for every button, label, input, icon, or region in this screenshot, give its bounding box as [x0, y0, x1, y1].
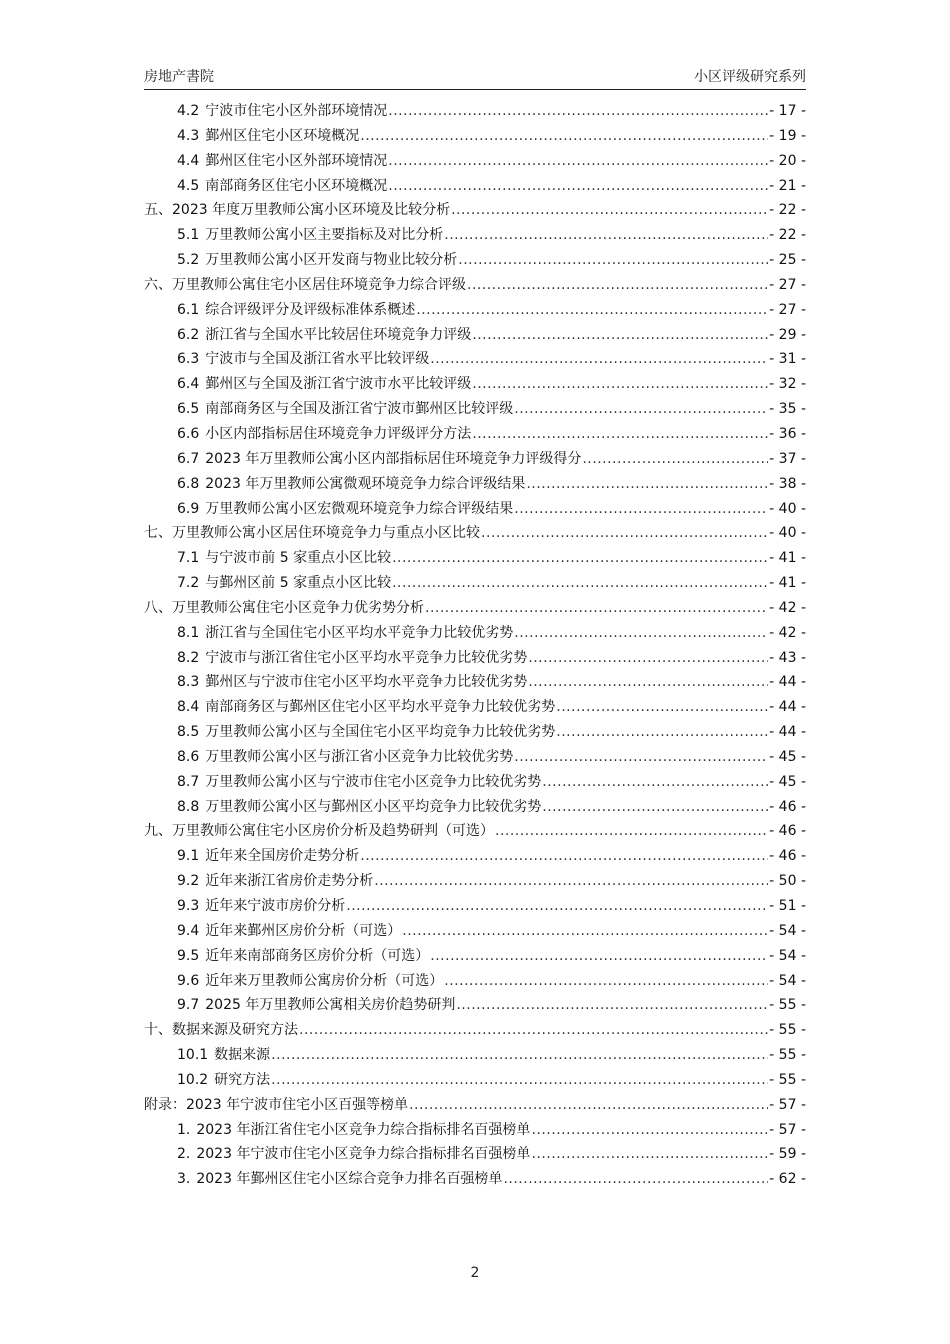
toc-chapter-entry[interactable]	[144, 198, 806, 223]
toc-entry-number: 9.1	[177, 848, 200, 865]
toc-entry-number: 6.1	[177, 301, 200, 318]
toc-entry-number: 6.3	[177, 351, 200, 368]
toc-section-entry[interactable]	[144, 969, 806, 994]
toc-section-entry[interactable]	[144, 174, 806, 199]
toc-dot-leader	[503, 1167, 768, 1192]
toc-dot-leader	[388, 174, 768, 199]
toc-dot-leader	[582, 447, 768, 472]
toc-section-entry[interactable]	[144, 447, 806, 472]
toc-entry-title: 2023 年万里教师公寓小区内部指标居住环境竞争力评级得分	[205, 450, 582, 467]
toc-entry-title: 附录：2023 年宁波市住宅小区百强等榜单	[144, 1096, 409, 1113]
toc-chapter-entry[interactable]	[144, 819, 806, 844]
toc-dot-leader	[299, 1018, 768, 1043]
toc-entry-page: - 54 -	[769, 972, 806, 989]
toc-section-entry[interactable]	[144, 248, 806, 273]
toc-entry-page: - 44 -	[769, 674, 806, 691]
toc-section-entry[interactable]	[144, 944, 806, 969]
toc-dot-leader	[472, 372, 768, 397]
toc-entry-page: - 31 -	[769, 351, 806, 368]
toc-entry-number: 9.6	[177, 972, 200, 989]
toc-dot-leader	[444, 223, 768, 248]
toc-section-entry[interactable]	[144, 149, 806, 174]
toc-entry-page: - 27 -	[769, 276, 806, 293]
toc-entry-number: 8.1	[177, 624, 200, 641]
toc-chapter-entry[interactable]	[144, 596, 806, 621]
toc-entry-title: 万里教师公寓小区宏微观环境竞争力综合评级结果	[205, 500, 514, 517]
page-header	[144, 66, 806, 88]
toc-entry-title: 鄞州区住宅小区环境概况	[205, 127, 360, 144]
toc-entry-title: 万里教师公寓小区开发商与物业比较分析	[205, 252, 458, 269]
toc-section-entry[interactable]	[144, 869, 806, 894]
toc-entry-title: 万里教师公寓小区与鄞州区小区平均竞争力比较优劣势	[205, 798, 542, 815]
toc-entry-page: - 42 -	[769, 624, 806, 641]
toc-entry-title: 2025 年万里教师公寓相关房价趋势研判	[205, 997, 456, 1014]
toc-dot-leader	[514, 397, 768, 422]
toc-dot-leader	[388, 149, 768, 174]
toc-dot-leader	[514, 745, 768, 770]
toc-section-entry[interactable]	[144, 347, 806, 372]
toc-entry-title: 小区内部指标居住环境竞争力评级评分方法	[205, 425, 472, 442]
toc-entry-page: - 40 -	[769, 500, 806, 517]
toc-entry-page: - 57 -	[769, 1121, 806, 1138]
toc-entry-page: - 41 -	[769, 550, 806, 567]
toc-entry-page: - 45 -	[769, 748, 806, 765]
toc-section-entry[interactable]	[144, 745, 806, 770]
toc-dot-leader	[531, 1142, 768, 1167]
toc-dot-leader	[392, 571, 768, 596]
toc-entry-title: 宁波市住宅小区外部环境情况	[205, 103, 388, 119]
toc-entry-title: 鄞州区与宁波市住宅小区平均水平竞争力比较优劣势	[205, 674, 528, 691]
toc-entry-number: 3.	[177, 1171, 191, 1188]
toc-entry-title: 南部商务区住宅小区环境概况	[205, 177, 388, 194]
toc-entry-title: 万里教师公寓小区与浙江省小区竞争力比较优劣势	[205, 748, 514, 765]
toc-entry-number: 6.4	[177, 376, 200, 393]
toc-entry-number: 7.1	[177, 550, 200, 567]
toc-entry-page: - 36 -	[769, 425, 806, 442]
toc-chapter-entry[interactable]	[144, 273, 806, 298]
toc-entry-title: 十、数据来源及研究方法	[144, 1022, 298, 1039]
toc-entry-title: 六、万里教师公寓住宅小区居住环境竞争力综合评级	[144, 276, 466, 293]
toc-section-entry[interactable]	[144, 670, 806, 695]
toc-entry-page: - 46 -	[769, 848, 806, 865]
toc-entry-number: 9.4	[177, 922, 200, 939]
toc-entry-page: - 62 -	[769, 1171, 806, 1188]
toc-entry-title: 综合评级评分及评级标准体系概述	[205, 301, 416, 318]
toc-section-entry[interactable]	[144, 397, 806, 422]
header-series-title: 小区评级研究系列	[694, 69, 806, 85]
toc-dot-leader	[430, 944, 768, 969]
toc-dot-leader	[374, 869, 768, 894]
toc-entry-number: 9.2	[177, 873, 200, 890]
toc-entry-number: 6.9	[177, 500, 200, 517]
toc-entry-number: 8.8	[177, 798, 200, 815]
toc-chapter-entry[interactable]	[144, 1018, 806, 1043]
toc-entry-title: 近年来南部商务区房价分析（可选）	[205, 947, 430, 964]
toc-entry-title: 2023 年万里教师公寓微观环境竞争力综合评级结果	[205, 475, 526, 492]
toc-entry-page: - 44 -	[769, 724, 806, 741]
toc-entry-title: 近年来浙江省房价走势分析	[205, 873, 374, 890]
toc-dot-leader	[542, 770, 768, 795]
toc-section-entry[interactable]	[144, 1118, 806, 1143]
toc-entry-number: 7.2	[177, 575, 200, 592]
toc-section-entry[interactable]	[144, 223, 806, 248]
toc-section-entry[interactable]	[144, 124, 806, 149]
toc-dot-leader	[514, 497, 768, 522]
toc-entry-number: 6.7	[177, 450, 200, 467]
toc-dot-leader	[360, 844, 768, 869]
toc-entry-number: 8.5	[177, 724, 200, 741]
toc-entry-page: - 32 -	[769, 376, 806, 393]
table-of-contents	[144, 99, 806, 1192]
toc-entry-title: 2023 年鄞州区住宅小区综合竞争力排名百强榜单	[196, 1171, 503, 1188]
toc-dot-leader	[346, 894, 768, 919]
toc-entry-number: 10.1	[177, 1047, 209, 1064]
toc-entry-page: - 25 -	[769, 252, 806, 269]
toc-entry-page: - 44 -	[769, 699, 806, 716]
toc-dot-leader	[388, 99, 768, 124]
toc-entry-page: - 51 -	[769, 898, 806, 914]
toc-dot-leader	[472, 323, 768, 348]
toc-entry-title: 万里教师公寓小区主要指标及对比分析	[205, 227, 444, 244]
toc-dot-leader	[472, 422, 768, 447]
toc-entry-title: 近年来宁波市房价分析	[205, 898, 346, 914]
toc-dot-leader	[467, 273, 768, 298]
toc-entry-number: 8.3	[177, 674, 200, 691]
toc-entry-page: - 55 -	[769, 1047, 806, 1064]
toc-entry-title: 研究方法	[214, 1071, 271, 1088]
toc-entry-number: 6.2	[177, 326, 200, 343]
toc-entry-number: 4.3	[177, 127, 200, 144]
toc-entry-title: 数据来源	[214, 1047, 271, 1064]
toc-entry-title: 八、万里教师公寓住宅小区竞争力优劣势分析	[144, 599, 424, 616]
toc-section-entry[interactable]	[144, 99, 806, 124]
toc-dot-leader	[444, 969, 768, 994]
toc-entry-number: 9.3	[177, 898, 200, 914]
toc-section-entry[interactable]	[144, 1043, 806, 1068]
toc-section-entry[interactable]	[144, 894, 806, 919]
toc-section-entry[interactable]	[144, 770, 806, 795]
toc-entry-page: - 55 -	[769, 1071, 806, 1088]
toc-entry-page: - 54 -	[769, 922, 806, 939]
toc-entry-page: - 50 -	[769, 873, 806, 890]
toc-section-entry[interactable]	[144, 795, 806, 820]
toc-entry-page: - 43 -	[769, 649, 806, 666]
toc-entry-number: 4.4	[177, 152, 200, 169]
toc-entry-title: 与鄞州区前 5 家重点小区比较	[205, 575, 392, 592]
toc-section-entry[interactable]	[144, 919, 806, 944]
toc-entry-page: - 41 -	[769, 575, 806, 592]
toc-entry-title: 2023 年浙江省住宅小区竞争力综合指标排名百强榜单	[196, 1121, 531, 1138]
toc-dot-leader	[456, 993, 768, 1018]
toc-entry-title: 南部商务区与鄞州区住宅小区平均水平竞争力比较优劣势	[205, 699, 556, 716]
toc-section-entry[interactable]	[144, 621, 806, 646]
toc-entry-page: - 35 -	[769, 401, 806, 418]
toc-entry-title: 2023 年宁波市住宅小区竞争力综合指标排名百强榜单	[196, 1146, 531, 1163]
toc-entry-number: 8.4	[177, 699, 200, 716]
toc-entry-page: - 21 -	[769, 177, 806, 194]
toc-entry-title: 万里教师公寓小区与全国住宅小区平均竞争力比较优劣势	[205, 724, 556, 741]
toc-entry-title: 近年来全国房价走势分析	[205, 848, 360, 865]
toc-entry-title: 浙江省与全国住宅小区平均水平竞争力比较优劣势	[205, 624, 514, 641]
toc-section-entry[interactable]	[144, 571, 806, 596]
toc-dot-leader	[409, 1093, 768, 1118]
toc-entry-title: 南部商务区与全国及浙江省宁波市鄞州区比较评级	[205, 401, 514, 418]
toc-entry-title: 九、万里教师公寓住宅小区房价分析及趋势研判（可选）	[144, 823, 494, 840]
toc-dot-leader	[402, 919, 768, 944]
toc-dot-leader	[556, 695, 768, 720]
toc-dot-leader	[360, 124, 768, 149]
toc-entry-page: - 46 -	[769, 823, 806, 840]
toc-entry-page: - 20 -	[769, 152, 806, 169]
toc-entry-number: 4.5	[177, 177, 200, 194]
toc-entry-number: 5.2	[177, 252, 200, 269]
toc-entry-number: 6.6	[177, 425, 200, 442]
page-number: 2	[470, 1265, 480, 1281]
toc-dot-leader	[514, 621, 768, 646]
toc-entry-page: - 22 -	[769, 227, 806, 244]
toc-dot-leader	[556, 720, 768, 745]
toc-entry-number: 10.2	[177, 1071, 209, 1088]
toc-entry-number: 9.7	[177, 997, 200, 1014]
toc-entry-page: - 22 -	[769, 202, 806, 219]
toc-dot-leader	[458, 248, 768, 273]
toc-dot-leader	[430, 347, 768, 372]
toc-entry-title: 万里教师公寓小区与宁波市住宅小区竞争力比较优劣势	[205, 773, 542, 790]
toc-dot-leader	[528, 670, 768, 695]
toc-dot-leader	[271, 1043, 768, 1068]
toc-dot-leader	[531, 1118, 768, 1143]
toc-entry-page: - 55 -	[769, 997, 806, 1014]
toc-entry-page: - 59 -	[769, 1146, 806, 1163]
toc-entry-number: 8.2	[177, 649, 200, 666]
toc-entry-number: 1.	[177, 1121, 191, 1138]
toc-dot-leader	[528, 646, 768, 671]
toc-dot-leader	[495, 819, 768, 844]
header-divider	[144, 89, 806, 90]
toc-section-entry[interactable]	[144, 1142, 806, 1167]
toc-entry-title: 与宁波市前 5 家重点小区比较	[205, 550, 392, 567]
toc-chapter-entry[interactable]	[144, 521, 806, 546]
toc-entry-title: 近年来鄞州区房价分析（可选）	[205, 922, 402, 939]
header-publisher: 房地产書院	[144, 69, 214, 85]
toc-entry-page: - 29 -	[769, 326, 806, 343]
toc-entry-page: - 37 -	[769, 450, 806, 467]
toc-entry-number: 9.5	[177, 947, 200, 964]
toc-entry-page: - 38 -	[769, 475, 806, 492]
toc-entry-page: - 27 -	[769, 301, 806, 318]
toc-entry-page: - 19 -	[769, 127, 806, 144]
toc-entry-title: 七、万里教师公寓小区居住环境竞争力与重点小区比较	[144, 525, 480, 542]
toc-entry-title: 宁波市与浙江省住宅小区平均水平竞争力比较优劣势	[205, 649, 528, 666]
toc-section-entry[interactable]	[144, 422, 806, 447]
toc-entry-number: 8.6	[177, 748, 200, 765]
toc-entry-title: 宁波市与全国及浙江省水平比较评级	[205, 351, 430, 368]
toc-section-entry[interactable]	[144, 546, 806, 571]
toc-entry-title: 鄞州区与全国及浙江省宁波市水平比较评级	[205, 376, 472, 393]
toc-entry-number: 4.2	[177, 103, 200, 119]
toc-dot-leader	[271, 1068, 768, 1093]
toc-entry-title: 浙江省与全国水平比较居住环境竞争力评级	[205, 326, 472, 343]
toc-entry-page: - 42 -	[769, 599, 806, 616]
toc-dot-leader	[425, 596, 768, 621]
toc-dot-leader	[481, 521, 768, 546]
toc-chapter-entry[interactable]	[144, 1093, 806, 1118]
toc-entry-number: 8.7	[177, 773, 200, 790]
toc-dot-leader	[526, 472, 768, 497]
toc-dot-leader	[451, 198, 768, 223]
toc-entry-title: 近年来万里教师公寓房价分析（可选）	[205, 972, 444, 989]
toc-section-entry[interactable]	[144, 1167, 806, 1192]
toc-entry-page: - 55 -	[769, 1022, 806, 1039]
toc-entry-title: 鄞州区住宅小区外部环境情况	[205, 152, 388, 169]
toc-section-entry[interactable]	[144, 372, 806, 397]
toc-entry-title: 五、2023 年度万里教师公寓小区环境及比较分析	[144, 202, 451, 219]
toc-entry-page: - 45 -	[769, 773, 806, 790]
toc-section-entry[interactable]	[144, 472, 806, 497]
toc-section-entry[interactable]	[144, 695, 806, 720]
toc-entry-page: - 57 -	[769, 1096, 806, 1113]
toc-section-entry[interactable]	[144, 646, 806, 671]
toc-dot-leader	[392, 546, 768, 571]
toc-section-entry[interactable]	[144, 720, 806, 745]
toc-entry-page: - 17 -	[769, 103, 806, 119]
toc-entry-page: - 40 -	[769, 525, 806, 542]
toc-section-entry[interactable]	[144, 844, 806, 869]
toc-entry-number: 6.5	[177, 401, 200, 418]
toc-section-entry[interactable]	[144, 323, 806, 348]
toc-section-entry[interactable]	[144, 993, 806, 1018]
toc-entry-number: 2.	[177, 1146, 191, 1163]
toc-section-entry[interactable]	[144, 298, 806, 323]
toc-section-entry[interactable]	[144, 497, 806, 522]
toc-entry-number: 5.1	[177, 227, 200, 244]
toc-entry-page: - 54 -	[769, 947, 806, 964]
toc-entry-page: - 46 -	[769, 798, 806, 815]
toc-section-entry[interactable]	[144, 1068, 806, 1093]
toc-dot-leader	[542, 795, 768, 820]
toc-dot-leader	[416, 298, 768, 323]
toc-entry-number: 6.8	[177, 475, 200, 492]
